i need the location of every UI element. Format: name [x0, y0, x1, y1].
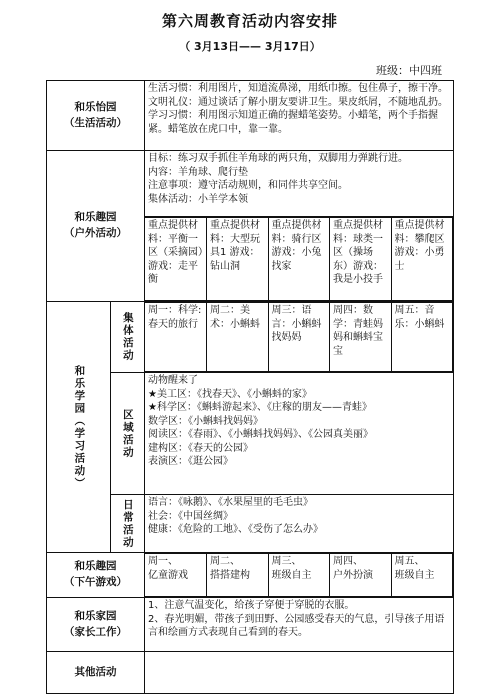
outdoor-row: [47, 151, 454, 217]
other-head: [47, 652, 145, 694]
learning-head: [47, 302, 111, 553]
schedule-table: [46, 80, 454, 694]
family-head-label: 和乐家园 （家长工作）: [64, 609, 127, 638]
area-line: 动物醒来了: [148, 375, 198, 386]
outdoor-line: 内容：羊角球、爬行垫: [148, 166, 248, 178]
class-label: 班级：中四班: [376, 64, 442, 77]
area-content: [145, 373, 454, 495]
learning-group-row: [47, 302, 454, 373]
afternoon-head-label: 和乐趣园 （下午游戏）: [64, 560, 127, 588]
outdoor-line: 集体活动：小羊学本领: [148, 193, 248, 205]
life-head-label: 和乐怡园 （生活活动）: [64, 100, 127, 129]
group-head: [111, 302, 145, 373]
page-title: 第六周教育活动内容安排: [161, 12, 338, 30]
date-range: （ 3月13日—— 3月17日）: [179, 40, 321, 53]
afternoon-day-cell: 周二、 搭搭建构: [207, 554, 269, 597]
learning-head-label: 和乐学园（学习活动）: [73, 364, 86, 490]
life-line: 文明礼仪：通过谈话了解小朋友要讲卫生。果皮纸屑，不随地乱扔。: [148, 96, 448, 108]
daily-content: [145, 495, 454, 553]
afternoon-day-cell: 周三、 班级自主: [268, 554, 330, 597]
material-cell: 重点提供材料：攀爬区 游戏：小勇士: [391, 218, 453, 301]
area-line: 表演区：《逛公园》: [148, 456, 233, 467]
outdoor-content: [145, 151, 454, 217]
outdoor-line: 注意事项：遵守活动规则，和同伴共享空间。: [148, 180, 348, 191]
family-row: [47, 598, 454, 652]
outdoor-head: [47, 151, 145, 302]
area-line: ★美工区：《找春天》、《小蝌蚪的家》: [148, 388, 312, 400]
group-content: [145, 302, 454, 373]
afternoon-day-cell: 周四、 户外扮演: [330, 554, 392, 597]
group-day-cell: 周三：语言：小蝌蚪找妈妈: [268, 303, 330, 372]
area-line: 数学区：《小蝌蚪找妈妈》: [148, 415, 263, 427]
area-line: 阅读区：《春雨》、《小蝌蚪找妈妈》、《公园真美丽》: [148, 429, 373, 440]
daily-line: 社会：《中国丝绸》: [148, 510, 233, 522]
area-line: 建构区：《春天的公园》: [148, 442, 253, 454]
family-content: [145, 598, 454, 652]
outdoor-materials: [145, 217, 454, 302]
group-day-cell: 周二：美术：小蝌蚪: [207, 303, 269, 372]
life-line: 学习习惯：利用图示知道正确的握蜡笔姿势。小蜡笔，两个手指握紧。蜡笔放在虎口中，靠一靠。: [148, 110, 438, 135]
outdoor-line: 目标：练习双手抓住羊角球的两只角，双脚用力弹跳行进。: [148, 153, 408, 164]
afternoon-day-cell: 周一、 亿童游戏: [145, 554, 207, 597]
family-line: 2、春光明媚，带孩子到田野、公园感受春天的气息，引导孩子用语言和绘画方式表现自己看到的春天。: [148, 613, 445, 638]
daily-line: 健康：《危险的工地》、《受伤了怎么办》: [148, 524, 323, 535]
area-line: ★科学区：《蝌蚪游起来》、《庄稼的朋友——青蛙》: [148, 402, 372, 413]
material-cell: 重点提供材料：大型玩具1 游戏：钻山洞: [207, 218, 269, 301]
afternoon-head: [47, 553, 145, 598]
life-line: 生活习惯：利用图片，知道流鼻涕，用纸巾擦。包住鼻子，擦干净。: [148, 83, 448, 94]
daily-head-label: 日常活动: [121, 498, 134, 549]
material-cell: 重点提供材料：骑行区 游戏：小兔找家: [268, 218, 330, 301]
afternoon-day-cell: 周五、 班级自主: [391, 554, 453, 597]
outdoor-head-label: 和乐趣园 （户外活动）: [64, 211, 127, 239]
daily-line: 语言：《咏鹅》、《水果屋里的毛毛虫》: [148, 497, 313, 508]
life-head: [47, 81, 145, 151]
group-head-label: 集体活动: [121, 312, 134, 362]
group-day-cell: 周一：科学:春天的旅行: [145, 303, 207, 372]
area-head: [111, 373, 145, 495]
life-row: [47, 81, 454, 151]
group-day-cell: 周五：音乐：小蝌蚪: [391, 303, 453, 372]
material-cell: 重点提供材料：球类一区（操场东）游戏：我是小投手: [330, 218, 392, 301]
family-head: [47, 598, 145, 652]
family-line: 1、注意气温变化，给孩子穿便于穿脱的衣服。: [148, 600, 355, 611]
daily-head: [111, 495, 145, 553]
group-day-cell: 周四：数学：青蛙妈妈和蝌蚪宝宝: [330, 303, 392, 372]
other-row: [47, 652, 454, 694]
other-head-label: 其他活动: [74, 665, 117, 678]
life-content: [145, 81, 454, 151]
afternoon-row: [47, 553, 454, 598]
afternoon-content: [145, 553, 454, 598]
material-cell: 重点提供材料：平衡一区（采摘园）游戏：走平衡: [145, 218, 207, 301]
other-content: [145, 652, 454, 694]
area-head-label: 区域活动: [121, 408, 134, 459]
